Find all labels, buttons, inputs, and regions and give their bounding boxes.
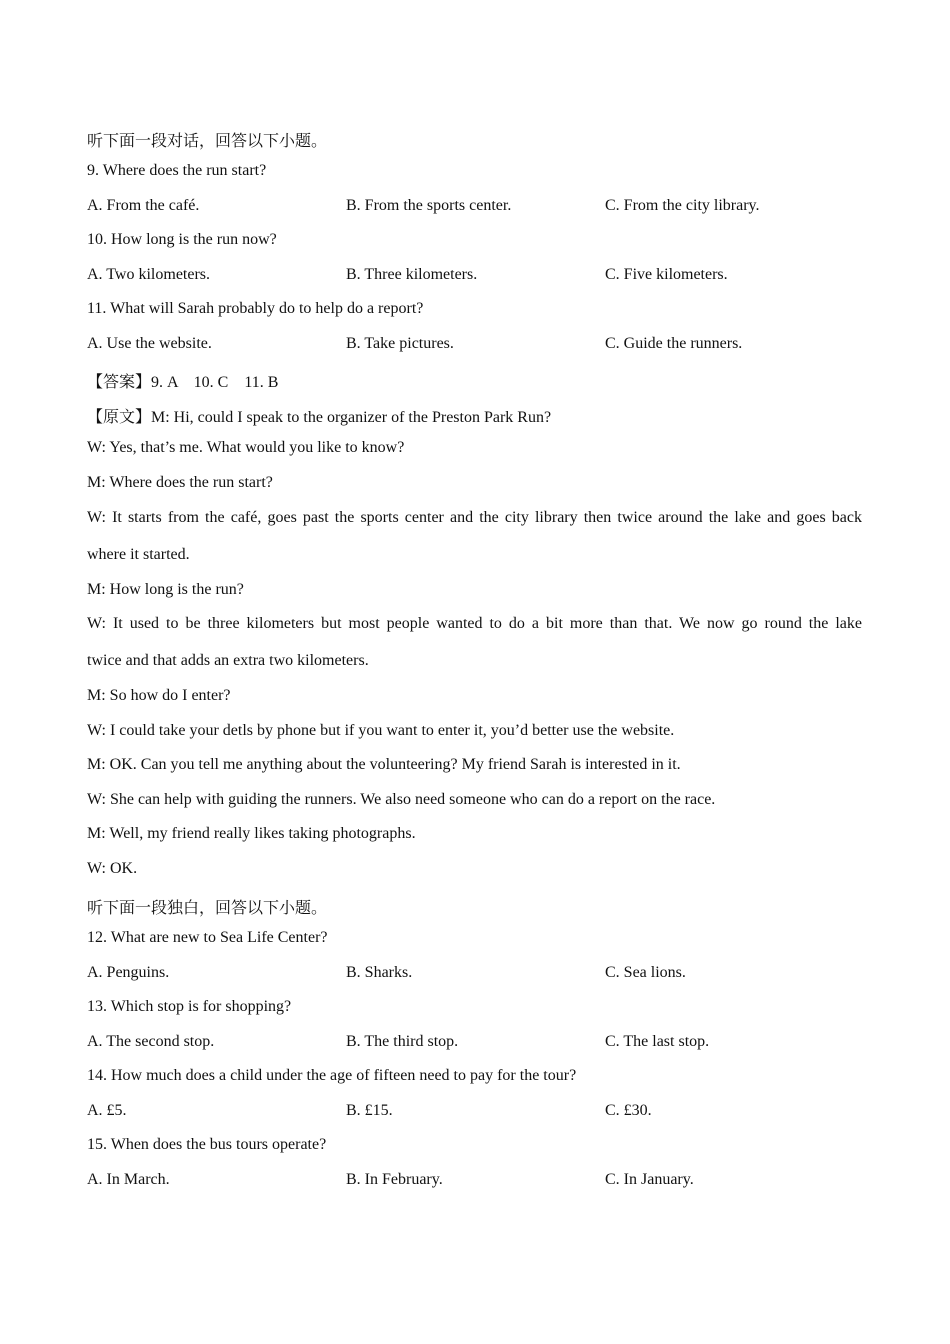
question-13: 13. Which stop is for shopping? [87,998,292,1015]
q13-option-c: C. The last stop. [605,1033,710,1050]
q15-option-c: C. In January. [605,1171,694,1188]
transcript-line: W: I could take your detls by phone but if you want to enter it, you’d better use the website. [87,722,675,739]
question-12: 12. What are new to Sea Life Center? [87,929,328,946]
q9-option-b: B. From the sports center. [346,197,512,214]
question-9: 9. Where does the run start? [87,162,267,179]
transcript-line: twice and that adds an extra two kilometers. [87,652,369,669]
q12-option-b: B. Sharks. [346,964,413,981]
q15-option-b: B. In February. [346,1171,443,1188]
section2-instruction: 听下面一段独白，回答以下小题。 [87,900,328,917]
q14-option-c: C. £30. [605,1102,652,1119]
question-10: 10. How long is the run now? [87,231,277,248]
q14-option-b: B. £15. [346,1102,393,1119]
transcript-line: M: How long is the run? [87,581,244,598]
q10-option-a: A. Two kilometers. [87,266,211,283]
q12-option-c: C. Sea lions. [605,964,686,981]
question-15: 15. When does the bus tours operate? [87,1136,327,1153]
section1-instruction: 听下面一段对话，回答以下小题。 [87,133,328,150]
transcript-line: M: Well, my friend really likes taking photographs. [87,825,416,842]
q11-option-c: C. Guide the runners. [605,335,743,352]
transcript-line: M: So how do I enter? [87,687,231,704]
question-14: 14. How much does a child under the age of fifteen need to pay for the tour? [87,1067,577,1084]
transcript-line: W: Yes, that’s me. What would you like to know? [87,439,405,456]
q11-option-a: A. Use the website. [87,335,212,352]
transcript-line: where it started. [87,546,190,563]
q13-option-b: B. The third stop. [346,1033,459,1050]
question-11: 11. What will Sarah probably do to help do a report? [87,300,424,317]
q10-option-c: C. Five kilometers. [605,266,728,283]
transcript-line: M: Where does the run start? [87,474,273,491]
transcript-line: M: OK. Can you tell me anything about the volunteering? My friend Sarah is interested in it. [87,756,681,773]
q11-option-b: B. Take pictures. [346,335,454,352]
q9-option-a: A. From the café. [87,197,200,214]
q12-option-a: A. Penguins. [87,964,170,981]
transcript-line: W: She can help with guiding the runners. We also need someone who can do a report on the race. [87,791,716,808]
transcript-line: W: OK. [87,860,138,877]
q9-option-c: C. From the city library. [605,197,760,214]
q15-option-a: A. In March. [87,1171,170,1188]
q13-option-a: A. The second stop. [87,1033,215,1050]
q10-option-b: B. Three kilometers. [346,266,478,283]
answer-key: 【答案】9. A 10. C 11. B [87,374,279,391]
transcript-line: 【原文】M: Hi, could I speak to the organizer of the Preston Park Run? [87,409,552,426]
q14-option-a: A. £5. [87,1102,127,1119]
transcript-line: W: It starts from the café, goes past the sports center and the city library then twice around the lake and goes back [87,509,862,526]
transcript-line: W: It used to be three kilometers but most people wanted to do a bit more than that. We now go round the lake [87,615,862,632]
